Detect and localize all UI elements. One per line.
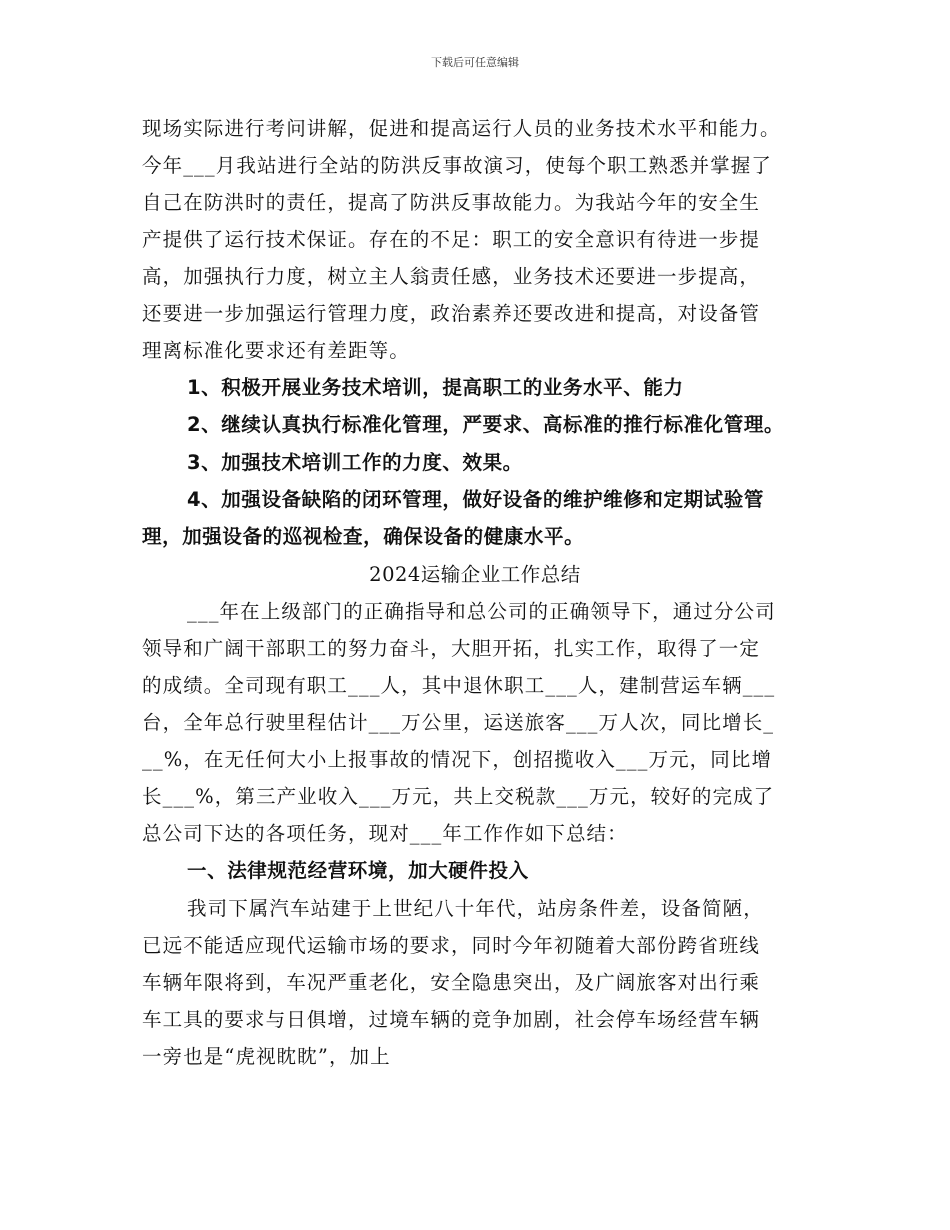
paragraph-line: 今年___月我站进行全站的防洪反事故演习，使每个职工熟悉并掌握了 [142,154,772,177]
paragraph-line: 一旁也是“虎视眈眈”，加上 [142,1045,391,1068]
paragraph-line: 的成绩。全司现有职工___人，其中退休职工___人，建制营运车辆___ [142,674,776,697]
paragraph-line: __%，在无任何大小上报事故的情况下，创招揽收入___万元，同比增 [142,748,773,771]
paragraph-line: 长___%，第三产业收入___万元，共上交税款___万元，较好的完成了 [142,785,775,808]
paragraph-line: 自己在防洪时的责任，提高了防洪反事故能力。为我站今年的安全生 [142,191,761,214]
paragraph-line: 车工具的要求与日俱增，过境车辆的竞争加剧，社会停车场经营车辆 [142,1008,761,1031]
paragraph-line: 领导和广阔干部职工的努力奋斗，大胆开拓，扎实工作，取得了一定 [142,637,761,660]
paragraph-line: 高，加强执行力度，树立主人翁责任感，业务技术还要进一步提高， [142,265,761,288]
paragraph-line: 已远不能适应现代运输市场的要求，同时今年初随着大部份跨省班线 [142,934,761,957]
paragraph-line: ___年在上级部门的正确指导和总公司的正确领导下，通过分公司 [187,600,776,623]
list-item: 3、加强技术培训工作的力度、效果。 [187,451,523,474]
paragraph-line: 总公司下达的各项任务，现对___年工作作如下总结： [142,822,628,845]
list-item: 4、加强设备缺陷的闭环管理，做好设备的维护维修和定期试验管 [187,488,764,511]
paragraph-line: 台，全年总行驶里程估计___万公里，运送旅客___万人次，同比增长_ [142,711,775,734]
paragraph-line: 车辆年限将到，车况严重老化，安全隐患突出，及广阔旅客对出行乘 [142,971,761,994]
page-header: 下载后可任意编辑 [431,56,519,69]
paragraph-line: 我司下属汽车站建于上世纪八十年代，站房条件差，设备简陋， [187,897,764,920]
section-heading: 一、法律规范经营环境，加大硬件投入 [187,859,529,882]
paragraph-line: 产提供了运行技术保证。存在的不足：职工的安全意识有待进一步提 [142,228,761,251]
paragraph-line: 现场实际进行考问讲解，促进和提高运行人员的业务技术水平和能力。 [142,117,781,140]
paragraph-line: 还要进一步加强运行管理力度，政治素养还要改进和提高，对设备管 [142,302,761,325]
list-item: 理，加强设备的巡视检查，确保设备的健康水平。 [142,525,585,548]
paragraph-line: 理离标准化要求还有差距等。 [142,339,410,362]
list-item: 2、继续认真执行标准化管理，严要求、高标准的推行标准化管理。 [187,413,785,436]
list-item: 1、积极开展业务技术培训，提高职工的业务水平、能力 [187,376,684,399]
document-title: 2024运输企业工作总结 [369,563,581,586]
